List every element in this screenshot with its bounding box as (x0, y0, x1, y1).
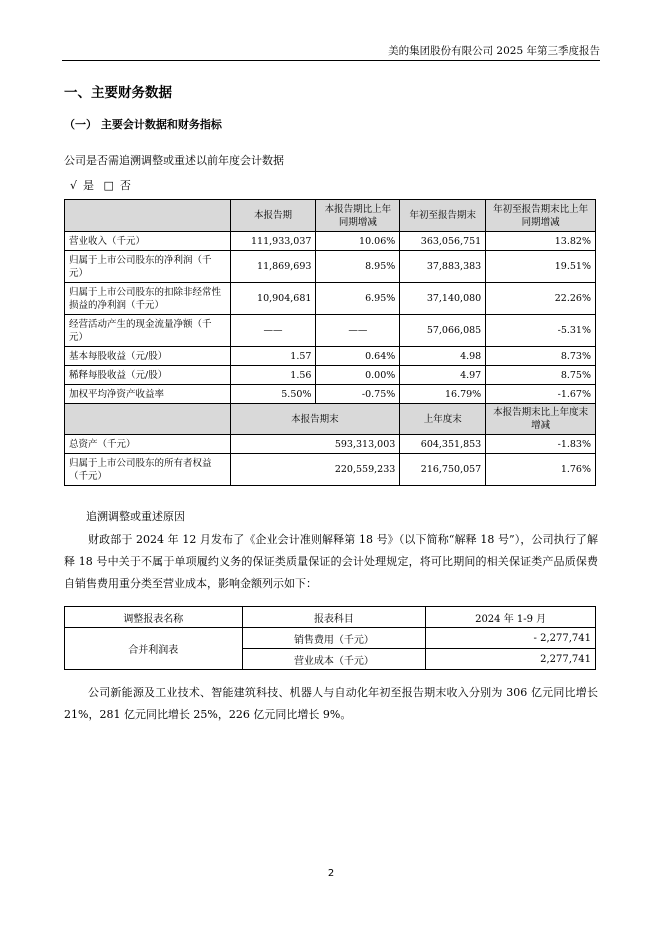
table-row (65, 366, 596, 385)
table-cell: 6.95% (316, 283, 400, 315)
table-header-cell: 本报告期末 (230, 404, 400, 435)
table-header-cell: 本报告期比上年同期增减 (316, 200, 400, 232)
table-cell: 13.82% (486, 232, 596, 251)
table-cell: 19.51% (486, 251, 596, 283)
table-cell: 8.75% (486, 366, 596, 385)
table-header-cell (65, 200, 231, 232)
header-divider (62, 60, 600, 61)
closing-paragraph: 公司新能源及工业技术、智能建筑科技、机器人与自动化年初至报告期末收入分别为 306 亿元同比增长 21%，281 亿元同比增长 25%，226 亿元同比增长 9%。 (64, 686, 598, 721)
table-cell: —— (230, 315, 316, 347)
table-cell: 1.76% (486, 454, 596, 486)
table-row (65, 454, 596, 486)
table-cell: 37,883,383 (400, 251, 486, 283)
row-label: 归属于上市公司股东的净利润（千元） (65, 251, 231, 283)
table-cell: 22.26% (486, 283, 596, 315)
table-cell: -5.31% (486, 315, 596, 347)
yes-label: 是 (83, 179, 95, 192)
table-cell: 8.73% (486, 347, 596, 366)
table-cell: 2,277,741 (426, 649, 596, 670)
table-row (65, 283, 596, 315)
table-cell: 216,750,057 (400, 454, 486, 486)
table-row (65, 347, 596, 366)
unchecked-box-icon[interactable]: □ (103, 179, 114, 192)
reason-paragraph: 财政部于 2024 年 12 月发布了《企业会计准则解释第 18 号》（以下简称“解释 18 号”），公司执行了解释 18 号中关于不属于单项履约义务的保证类质量保证的会计处理规定，将可比期间的相关保证类产品质保费自销售费用重分类至营业成本，影响金额列示如下： (64, 533, 598, 590)
key-financial-data-table (64, 199, 596, 486)
table-cell: 37,140,080 (400, 283, 486, 315)
table-cell: 销售费用（千元） (242, 628, 426, 649)
table-cell: -1.83% (486, 435, 596, 454)
table-cell: 8.95% (316, 251, 400, 283)
restatement-question: 公司是否需追溯调整或重述以前年度会计数据 (64, 154, 284, 167)
table-cell: 10.06% (316, 232, 400, 251)
table-header-cell: 年初至报告期末 (400, 200, 486, 232)
table-cell: -0.75% (316, 385, 400, 404)
table-header-cell: 上年度末 (400, 404, 486, 435)
table-cell: 1.57 (230, 347, 316, 366)
table-cell: 营业成本（千元） (242, 649, 426, 670)
row-label: 基本每股收益（元/股） (65, 347, 231, 366)
table-row (65, 385, 596, 404)
table-cell: 111,933,037 (230, 232, 316, 251)
adjustment-table (64, 606, 596, 670)
table-header-cell: 2024 年 1-9 月 (426, 607, 596, 628)
table-cell: - 2,277,741 (426, 628, 596, 649)
table-cell: 0.00% (316, 366, 400, 385)
subsection-title: （一） 主要会计数据和财务指标 (64, 118, 222, 131)
table-cell: 4.98 (400, 347, 486, 366)
table-row (65, 251, 596, 283)
table-cell: 4.97 (400, 366, 486, 385)
row-label: 归属于上市公司股东的扣除非经常性损益的净利润（千元） (65, 283, 231, 315)
row-label: 加权平均净资产收益率 (65, 385, 231, 404)
table-cell: 11,869,693 (230, 251, 316, 283)
reason-heading: 追溯调整或重述原因 (86, 510, 185, 523)
row-label: 营业收入（千元） (65, 232, 231, 251)
table-cell: 10,904,681 (230, 283, 316, 315)
row-label: 归属于上市公司股东的所有者权益（千元） (65, 454, 231, 486)
table-cell: 220,559,233 (230, 454, 400, 486)
table-header-cell: 本报告期 (230, 200, 316, 232)
table-cell: 5.50% (230, 385, 316, 404)
table-row (65, 435, 596, 454)
table-cell: 16.79% (400, 385, 486, 404)
checked-box-icon[interactable]: √ (70, 179, 78, 192)
page-number: 2 (327, 868, 335, 879)
row-label: 总资产（千元） (65, 435, 231, 454)
statement-name: 合并利润表 (65, 628, 243, 670)
table-cell: —— (316, 315, 400, 347)
table-header-cell: 调整报表名称 (65, 607, 243, 628)
no-label: 否 (119, 179, 131, 192)
table-row (65, 315, 596, 347)
row-label: 稀释每股收益（元/股） (65, 366, 231, 385)
table-header-cell (65, 404, 231, 435)
table-cell: 0.64% (316, 347, 400, 366)
table-header-cell: 本报告期末比上年度末增减 (486, 404, 596, 435)
table-row (65, 232, 596, 251)
table-row (65, 628, 596, 649)
restatement-checkbox-group (70, 177, 137, 193)
table-header-cell: 年初至报告期末比上年同期增减 (486, 200, 596, 232)
row-label: 经营活动产生的现金流量净额（千元） (65, 315, 231, 347)
table-cell: -1.67% (486, 385, 596, 404)
table-cell: 593,313,003 (230, 435, 400, 454)
table-cell: 57,066,085 (400, 315, 486, 347)
report-header: 美的集团股份有限公司 2025 年第三季度报告 (388, 45, 600, 57)
table-cell: 1.56 (230, 366, 316, 385)
section-title: 一、主要财务数据 (64, 85, 172, 101)
table-header-cell: 报表科目 (242, 607, 426, 628)
table-cell: 604,351,853 (400, 435, 486, 454)
table-cell: 363,056,751 (400, 232, 486, 251)
